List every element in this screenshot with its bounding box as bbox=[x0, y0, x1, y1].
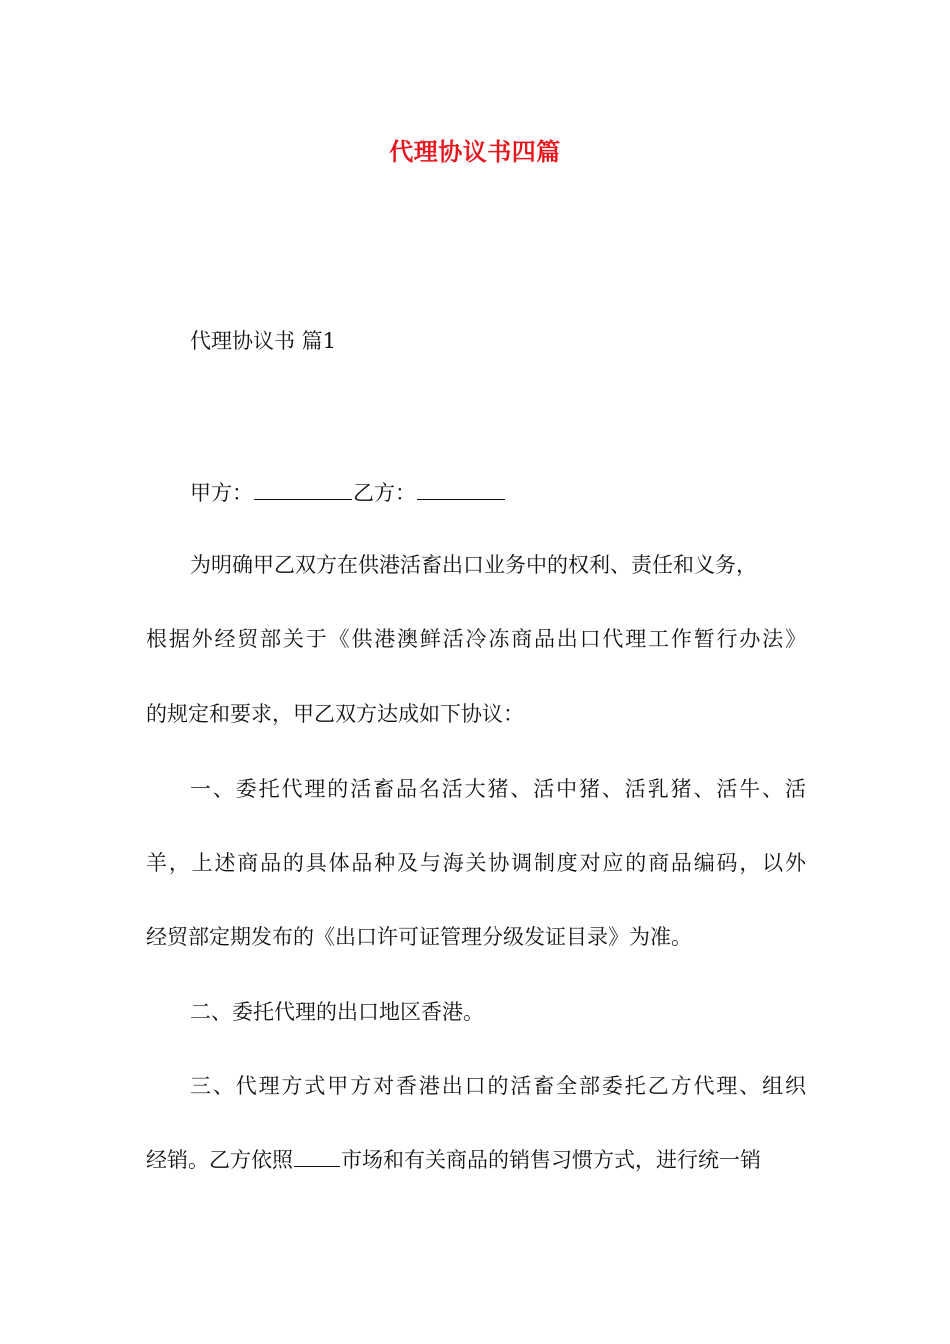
clause-line-with-blank bbox=[146, 1145, 806, 1175]
parties-line bbox=[190, 478, 806, 508]
party-a-blank bbox=[254, 479, 352, 500]
clause-line: 经贸部定期发布的《出口许可证管理分级发证目录》为准。 bbox=[146, 925, 692, 949]
clause-line: 一、委托代理的活畜品名活大猪、活中猪、活乳猪、活牛、活 bbox=[190, 777, 806, 801]
clause-line: 二、委托代理的出口地区香港。 bbox=[190, 1000, 484, 1024]
document-title: 代理协议书四篇 bbox=[389, 138, 561, 166]
market-blank bbox=[294, 1146, 340, 1167]
paragraph-line: 为明确甲乙双方在供港活畜出口业务中的权利、责任和义务， bbox=[190, 553, 757, 577]
clause-text-after-blank: 市场和有关商品的销售习惯方式，进行统一销 bbox=[341, 1148, 761, 1172]
party-b-label: 乙方： bbox=[353, 481, 416, 505]
party-b-blank bbox=[417, 479, 505, 500]
clause-text-before-blank: 经销。乙方依照 bbox=[146, 1148, 293, 1172]
party-a-label: 甲方： bbox=[190, 481, 253, 505]
clause-line: 羊，上述商品的具体品种及与海关协调制度对应的商品编码，以外 bbox=[146, 851, 806, 875]
section-heading: 代理协议书 篇1 bbox=[190, 329, 337, 353]
paragraph-line: 根据外经贸部关于《供港澳鲜活冷冻商品出口代理工作暂行办法》 bbox=[146, 627, 806, 651]
clause-line: 三、代理方式甲方对香港出口的活畜全部委托乙方代理、组织 bbox=[190, 1074, 806, 1098]
paragraph-line: 的规定和要求，甲乙双方达成如下协议： bbox=[146, 702, 524, 726]
